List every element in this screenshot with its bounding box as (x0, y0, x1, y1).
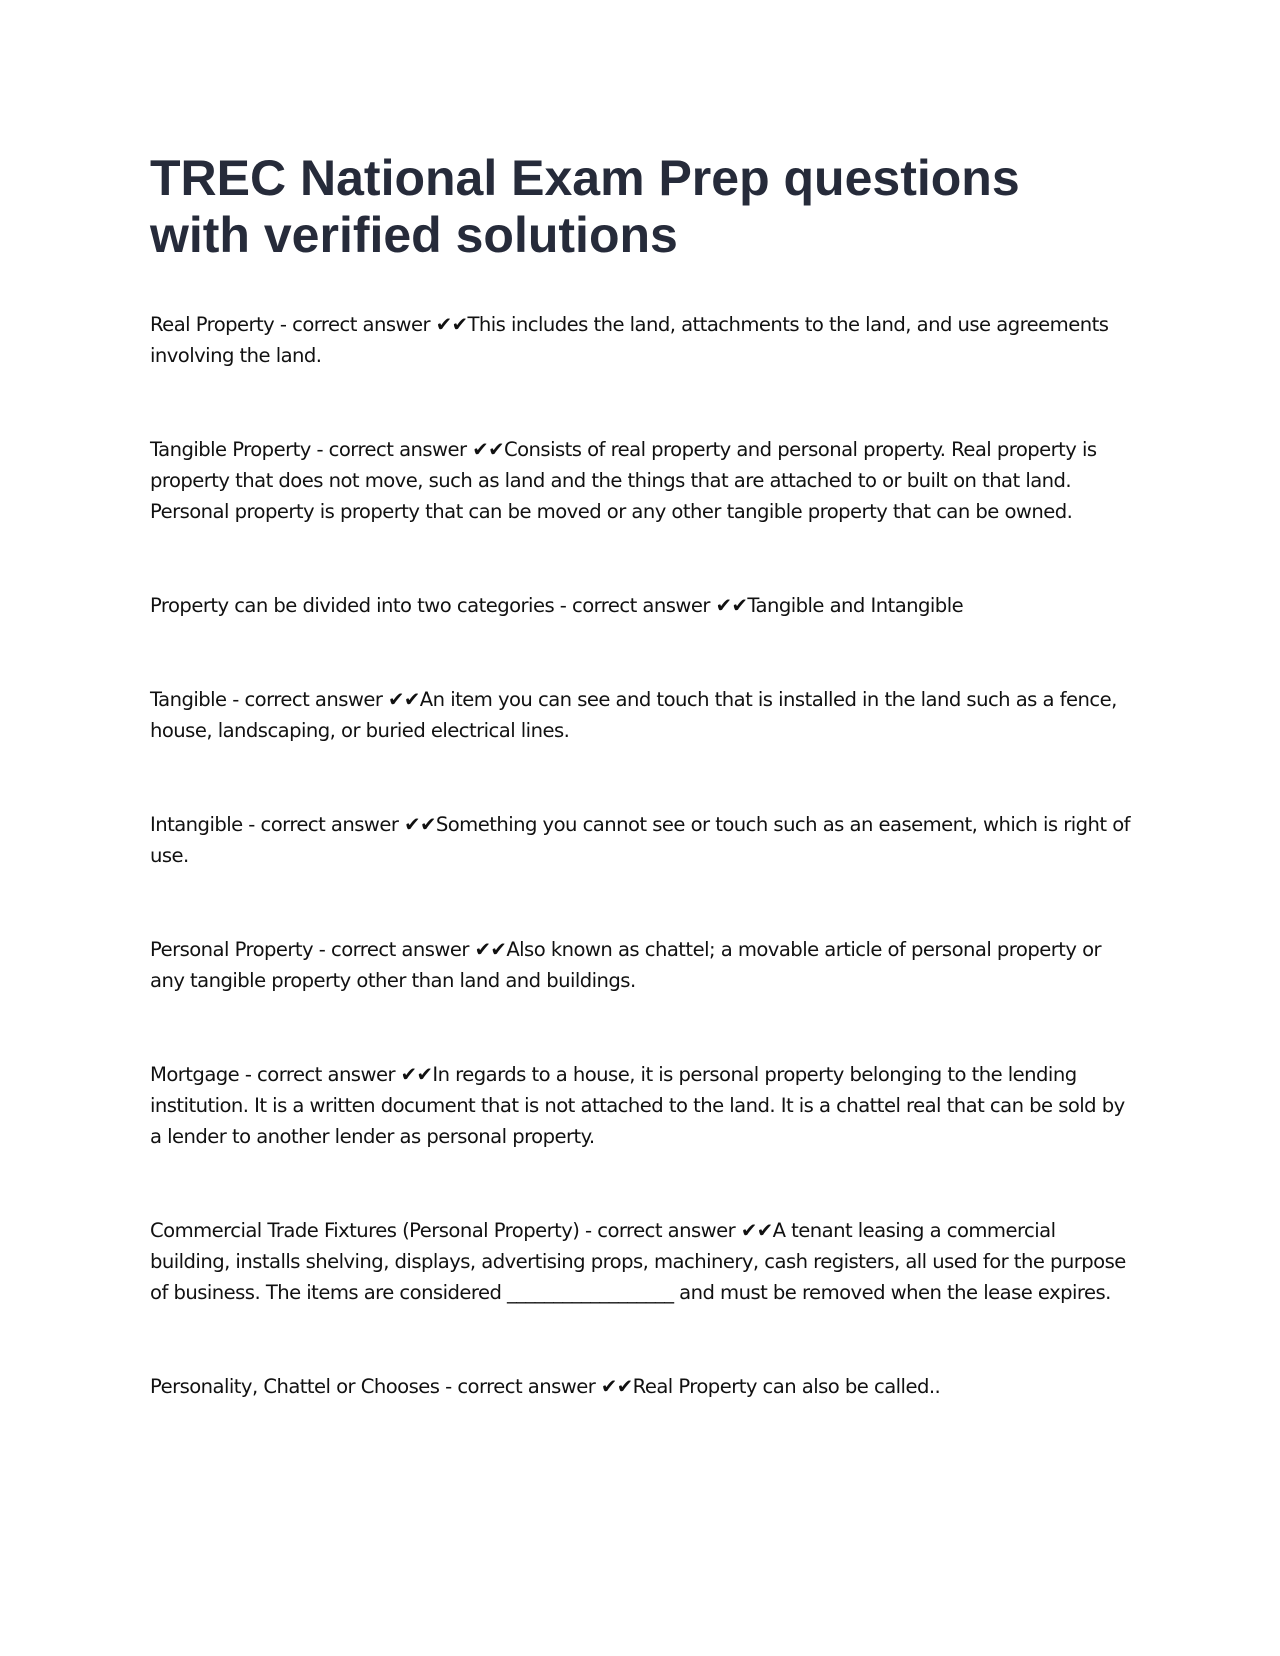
qa-item (150, 1371, 1130, 1402)
double-check-icon: ✔✔ (435, 313, 468, 336)
qa-separator: - correct answer (226, 688, 389, 711)
qa-item (150, 809, 1130, 871)
qa-item (150, 684, 1130, 746)
qa-separator: - correct answer (439, 1375, 601, 1398)
qa-definition: Tangible and Intangible (747, 594, 964, 617)
document-page (150, 150, 1130, 1465)
double-check-icon: ✔✔ (472, 438, 504, 461)
qa-term: Real Property (150, 313, 275, 336)
qa-definition: Also known as chattel; a movable article of personal property or any tangible property other than land and buildings. (150, 938, 1102, 992)
qa-item (150, 590, 1130, 621)
qa-item (150, 1059, 1130, 1152)
qa-item (150, 934, 1130, 996)
qa-separator: - correct answer (242, 813, 405, 836)
qa-definition: Real Property can also be called.. (632, 1375, 941, 1398)
qa-term: Mortgage (150, 1063, 240, 1086)
qa-separator: - correct answer (313, 938, 475, 961)
double-check-icon: ✔✔ (600, 1375, 633, 1398)
qa-definition: Consists of real property and personal property. Real property is property that does not move, such as land and the things that are attached to or built on that land. Personal property is property that can be moved or any other tangible property that can be owned. (150, 438, 1097, 523)
qa-term: Personality, Chattel or Chooses (150, 1375, 440, 1398)
qa-term: Personal Property (150, 938, 314, 961)
qa-term: Commercial Trade Fixtures (Personal Property) (150, 1219, 580, 1242)
double-check-icon: ✔✔ (388, 688, 420, 711)
double-check-icon: ✔✔ (715, 594, 748, 617)
document-title: TREC National Exam Prep questions with verified solutions (150, 150, 1020, 263)
qa-definition: This includes the land, attachments to the land, and use agreements involving the land. (150, 313, 1109, 367)
qa-item (150, 309, 1130, 371)
qa-definition: Something you cannot see or touch such as an easement, which is right of use. (150, 813, 1131, 867)
double-check-icon: ✔✔ (404, 813, 436, 836)
qa-item (150, 1215, 1130, 1308)
qa-definition: In regards to a house, it is personal property belonging to the lending institution. It is a written document that is not attached to the land. It is a chattel real that can be sold by a lender to another lender as personal property. (150, 1063, 1125, 1148)
qa-list (150, 309, 1130, 1402)
qa-separator: - correct answer (579, 1219, 741, 1242)
double-check-icon: ✔✔ (400, 1063, 433, 1086)
qa-separator: - correct answer (554, 594, 716, 617)
qa-separator: - correct answer (239, 1063, 401, 1086)
qa-term: Intangible (150, 813, 243, 836)
double-check-icon: ✔✔ (474, 938, 507, 961)
qa-definition: A tenant leasing a commercial building, installs shelving, displays, advertising props, machinery, cash registers, all used for the purpose of business. The items are considered __________________ and must be removed when the lease expires. (150, 1219, 1126, 1304)
double-check-icon: ✔✔ (740, 1219, 773, 1242)
qa-definition: An item you can see and touch that is installed in the land such as a fence, house, landscaping, or buried electrical lines. (150, 688, 1117, 742)
qa-term: Property can be divided into two categories (150, 594, 555, 617)
qa-separator: - correct answer (310, 438, 473, 461)
qa-term: Tangible (150, 688, 227, 711)
qa-term: Tangible Property (150, 438, 311, 461)
qa-item (150, 434, 1130, 527)
qa-separator: - correct answer (274, 313, 436, 336)
